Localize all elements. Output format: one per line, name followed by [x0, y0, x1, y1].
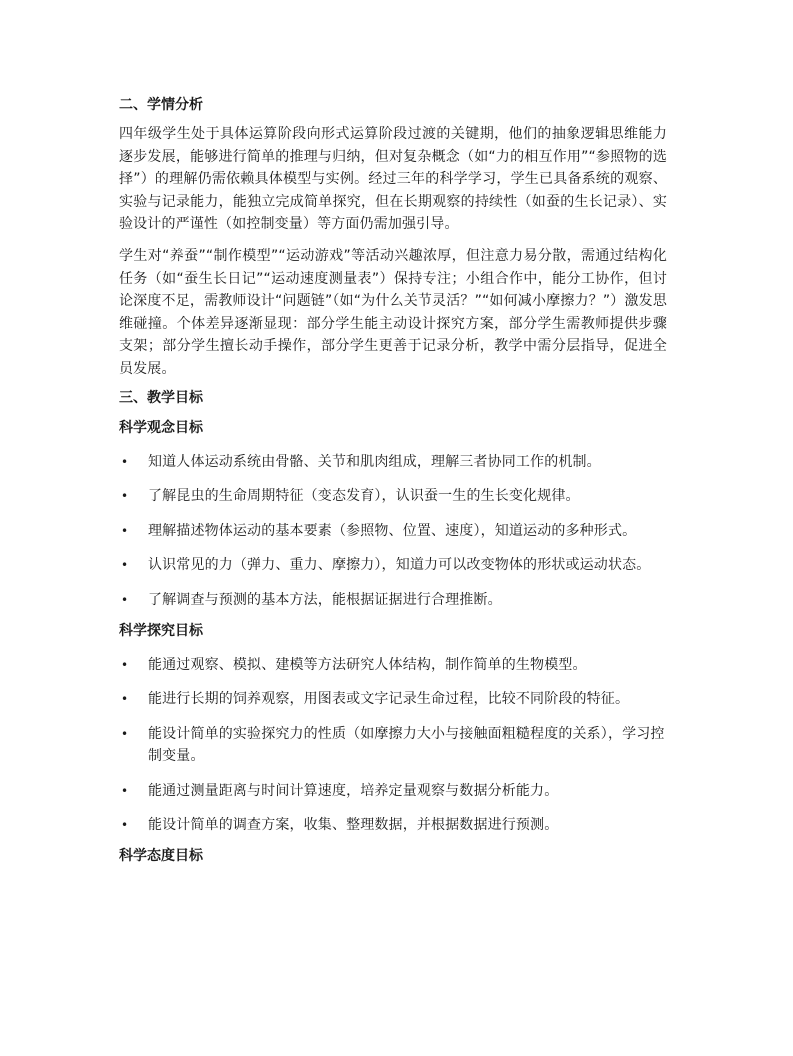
subheading-inquiry-goals: 科学探究目标	[119, 622, 203, 639]
list-item: • 能通过测量距离与时间计算速度，培养定量观察与数据分析能力。	[119, 780, 667, 803]
bullet-icon: •	[121, 818, 129, 833]
bullet-icon: •	[121, 726, 129, 741]
paragraph: 四年级学生处于具体运算阶段向形式运算阶段过渡的关键期，他们的抽象逻辑思维能力逐步发展，能够进行简单的推理与归纳，但对复杂概念（如“力的相互作用”“参照物的选择”）的理解仍需依赖具体模型与实例。经过三年的科学学习，学生已具备系统的观察、实验与记录能力，能独立完成简单探究，但在长期观察的持续性（如蚕的生长记录）、实验设计的严谨性（如控制变量）等方面仍需加强引导。	[119, 126, 667, 233]
bullet-icon: •	[121, 454, 129, 469]
list-item: • 知道人体运动系统由骨骼、关节和肌肉组成，理解三者协同工作的机制。	[119, 451, 667, 474]
list-item: • 能通过观察、模拟、建模等方法研究人体结构，制作简单的生物模型。	[119, 654, 667, 677]
bullet-icon: •	[121, 783, 129, 798]
bullet-icon: •	[121, 657, 129, 672]
list-item: • 能设计简单的实验探究力的性质（如摩擦力大小与接触面粗糙程度的关系），学习控制变量。	[119, 723, 667, 768]
list-item: • 了解调查与预测的基本方法，能根据证据进行合理推断。	[119, 589, 667, 612]
bullet-icon: •	[121, 489, 129, 504]
list-item: • 了解昆虫的生命周期特征（变态发育），认识蚕一生的生长变化规律。	[119, 485, 667, 508]
list-item: • 认识常见的力（弹力、重力、摩擦力），知道力可以改变物体的形状或运动状态。	[119, 554, 667, 577]
subheading-attitude-goals: 科学态度目标	[119, 848, 203, 865]
list-item: • 能设计简单的调查方案，收集、整理数据，并根据数据进行预测。	[119, 814, 667, 837]
subheading-concept-goals: 科学观念目标	[119, 419, 203, 436]
bullet-icon: •	[121, 692, 129, 707]
list-item: • 理解描述物体运动的基本要素（参照物、位置、速度），知道运动的多种形式。	[119, 520, 667, 543]
section-heading-learner-analysis: 二、学情分析	[119, 97, 203, 113]
concept-goals-list	[119, 451, 667, 612]
bullet-icon: •	[121, 558, 129, 573]
paragraph: 学生对“养蚕”“制作模型”“运动游戏”等活动兴趣浓厚，但注意力易分散，需通过结构化任务（如“蚕生长日记”“运动速度测量表”）保持专注；小组合作中，能分工协作，但讨论深度不足，需教师设计“问题链”（如“为什么关节灵活？”“如何减小摩擦力？”）激发思维碰撞。个体差异逐渐显现：部分学生能主动设计探究方案，部分学生需教师提供步骤支架；部分学生擅长动手操作，部分学生更善于记录分析，教学中需分层指导，促进全员发展。	[119, 247, 667, 377]
inquiry-goals-list	[119, 654, 667, 838]
section-heading-teaching-goals: 三、教学目标	[119, 389, 203, 406]
bullet-icon: •	[121, 592, 129, 607]
document-page	[119, 94, 667, 867]
bullet-icon: •	[121, 523, 129, 538]
list-item: • 能进行长期的饲养观察，用图表或文字记录生命过程，比较不同阶段的特征。	[119, 688, 667, 711]
